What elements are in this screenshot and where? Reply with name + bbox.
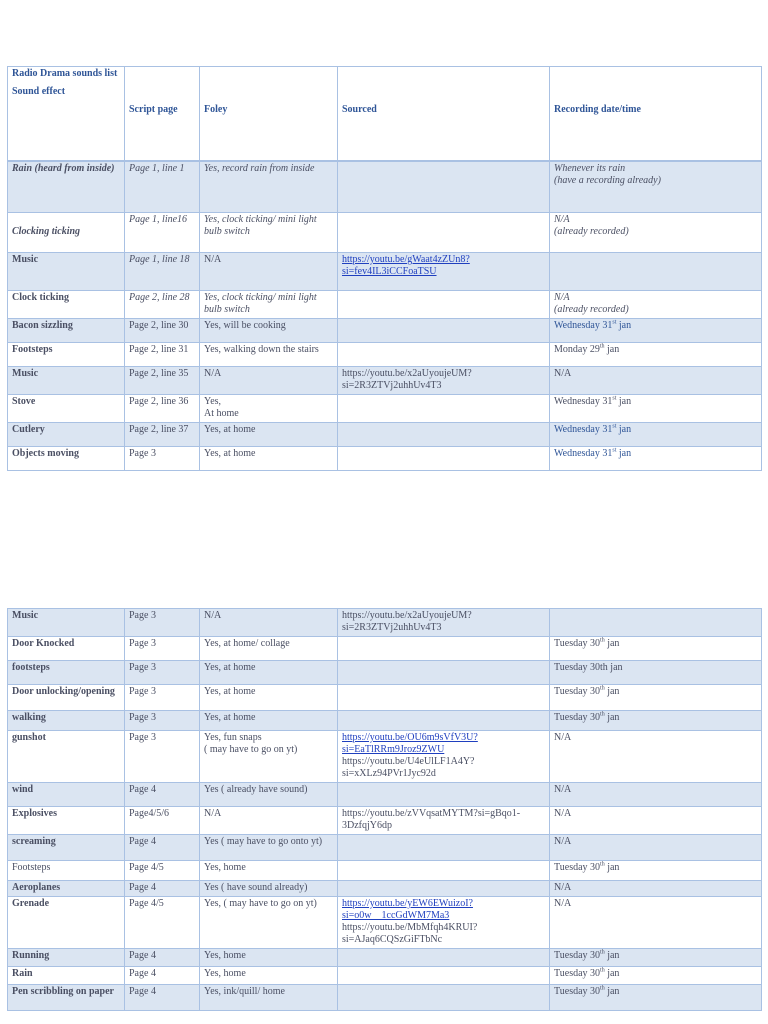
recording-cell: N/A [550, 783, 762, 807]
recording-cell [550, 447, 762, 471]
foley-cell [200, 395, 338, 423]
sound-effect-cell: Door Knocked [8, 637, 125, 661]
sound-list-table-1 [7, 66, 762, 471]
sourced-link-2[interactable]: https://youtu.be/MbMfqh4KRUI?si=AJaq6CQSzGiFTbNc [342, 922, 478, 945]
sound-effect-cell: Running [8, 949, 125, 967]
table-row [8, 319, 762, 343]
sourced-cell [338, 685, 550, 711]
sourced-cell [338, 253, 550, 291]
recording-date: Tuesday 30 [554, 950, 601, 961]
table-row [8, 213, 762, 253]
recording-cell [550, 395, 762, 423]
recording-cell [550, 253, 762, 291]
column-header-foley: Foley [204, 104, 228, 115]
sound-effect-cell: Rain (heard from inside) [8, 161, 125, 213]
foley-cell: Yes, at home/ collage [200, 637, 338, 661]
sourced-cell [338, 731, 550, 783]
recording-cell [550, 291, 762, 319]
foley-cell: Yes, clock ticking/ mini light bulb switch [200, 291, 338, 319]
recording-date: Tuesday 30 [554, 638, 601, 649]
foley-cell: Yes, home [200, 967, 338, 985]
foley-cell: Yes ( have sound already) [200, 881, 338, 897]
table-row [8, 897, 762, 949]
script-page-cell: Page 2, line 28 [125, 291, 200, 319]
script-page-cell: Page 3 [125, 711, 200, 731]
table-row [8, 423, 762, 447]
recording-cell: N/A [550, 897, 762, 949]
table-row [8, 949, 762, 967]
table-row [8, 711, 762, 731]
sound-effect-cell: Footsteps [8, 861, 125, 881]
foley-cell: Yes, will be cooking [200, 319, 338, 343]
recording-cell [550, 423, 762, 447]
script-page-cell: Page 3 [125, 447, 200, 471]
recording-month: jan [616, 424, 632, 435]
sourced-link[interactable]: https://youtu.be/gWaat4zZUn8?si=fev4IL3iCCFoaTSU [342, 254, 470, 277]
foley-cell: Yes, at home [200, 447, 338, 471]
recording-cell [550, 343, 762, 367]
table-row [8, 685, 762, 711]
sourced-cell [338, 661, 550, 685]
recording-date: Wednesday 31 [554, 448, 613, 459]
recording-cell: Tuesday 30th jan [550, 661, 762, 685]
sound-effect-cell: Clocking ticking [8, 213, 125, 253]
sound-effect-cell: Clock ticking [8, 291, 125, 319]
foley-text: Yes, [204, 396, 222, 407]
script-page-cell: Page 3 [125, 685, 200, 711]
recording-month: jan [604, 638, 620, 649]
table-row [8, 835, 762, 861]
foley-note: ( may have to go on yt) [204, 744, 298, 755]
sound-effect-cell: walking [8, 711, 125, 731]
table-row [8, 985, 762, 1011]
script-page-cell: Page 3 [125, 637, 200, 661]
recording-month: jan [616, 448, 632, 459]
foley-cell: N/A [200, 367, 338, 395]
script-page-cell: Page 4 [125, 967, 200, 985]
foley-cell: N/A [200, 609, 338, 637]
sourced-cell [338, 985, 550, 1011]
recording-cell: N/A [550, 807, 762, 835]
date-suffix: th [600, 637, 605, 644]
script-page-cell: Page 4 [125, 881, 200, 897]
date-suffix: th [600, 949, 605, 956]
sourced-cell: https://youtu.be/x2aUyoujeUM?si=2R3ZTVj2uhhUv4T3 [338, 367, 550, 395]
sound-effect-cell: Door unlocking/opening [8, 685, 125, 711]
table-row [8, 343, 762, 367]
sourced-cell [338, 861, 550, 881]
sound-effect-cell: Cutlery [8, 423, 125, 447]
recording-month: jan [604, 986, 620, 997]
sourced-cell [338, 319, 550, 343]
header-cell-sound-effect [8, 67, 125, 161]
recording-month: jan [604, 344, 620, 355]
sourced-cell [338, 395, 550, 423]
script-page-cell: Page 2, line 37 [125, 423, 200, 447]
recording-cell [550, 213, 762, 253]
recording-cell [550, 319, 762, 343]
recording-cell: N/A [550, 881, 762, 897]
sourced-cell [338, 881, 550, 897]
date-suffix: th [599, 343, 605, 350]
script-page-cell: Page 2, line 31 [125, 343, 200, 367]
sourced-link[interactable]: https://youtu.be/OU6m9sVfV3U?si=EaTlRRm9Jroz9ZWU [342, 732, 478, 755]
sound-effect-cell: Stove [8, 395, 125, 423]
date-suffix: th [600, 685, 605, 692]
recording-date: Tuesday 30 [554, 986, 601, 997]
foley-cell: Yes, at home [200, 423, 338, 447]
foley-note: At home [204, 408, 239, 419]
recording-date: Wednesday 31 [554, 396, 613, 407]
table-row [8, 161, 762, 213]
foley-cell: Yes, home [200, 861, 338, 881]
sound-effect-cell: Footsteps [8, 343, 125, 367]
date-suffix: th [600, 711, 605, 718]
date-suffix: th [600, 967, 605, 974]
recording-cell [550, 637, 762, 661]
sourced-cell [338, 711, 550, 731]
sourced-cell [338, 423, 550, 447]
foley-cell: Yes, at home [200, 685, 338, 711]
script-page-cell: Page 3 [125, 661, 200, 685]
script-page-cell: Page 1, line 1 [125, 161, 200, 213]
table-header-row [8, 67, 762, 161]
foley-cell: N/A [200, 253, 338, 291]
foley-cell: Yes, record rain from inside [200, 161, 338, 213]
script-page-cell: Page 4 [125, 783, 200, 807]
header-cell-foley [200, 67, 338, 161]
sourced-cell: https://youtu.be/zVVqsatMYTM?si=gBqo1-3DzfqjY6dp [338, 807, 550, 835]
foley-cell: N/A [200, 807, 338, 835]
table-row [8, 661, 762, 685]
sourced-cell: https://youtu.be/x2aUyoujeUM?si=2R3ZTVj2uhhUv4T3 [338, 609, 550, 637]
sound-effect-cell: footsteps [8, 661, 125, 685]
table-row [8, 253, 762, 291]
sound-list-table-2 [7, 608, 762, 1011]
foley-cell: Yes, home [200, 949, 338, 967]
table-row [8, 807, 762, 835]
sound-effect-cell: Explosives [8, 807, 125, 835]
date-suffix: st [612, 447, 617, 454]
sourced-cell [338, 161, 550, 213]
script-page-cell: Page 4 [125, 949, 200, 967]
recording-cell [550, 861, 762, 881]
recording-month: jan [616, 320, 632, 331]
recording-date: Wednesday 31 [554, 424, 613, 435]
foley-cell: Yes ( may have to go onto yt) [200, 835, 338, 861]
foley-cell: Yes ( already have sound) [200, 783, 338, 807]
recording-note: (already recorded) [554, 226, 629, 237]
script-page-cell: Page 3 [125, 731, 200, 783]
sourced-link[interactable]: https://youtu.be/yEW6EWuizoI?si=o0w__1ccGdWM7Ma3 [342, 898, 473, 921]
table-row [8, 609, 762, 637]
table-row [8, 367, 762, 395]
sourced-cell [338, 291, 550, 319]
recording-cell [550, 685, 762, 711]
recording-cell [550, 967, 762, 985]
header-cell-recording [550, 67, 762, 161]
foley-cell [200, 731, 338, 783]
table-row [8, 447, 762, 471]
recording-date: Tuesday 30 [554, 862, 601, 873]
sound-effect-cell: Music [8, 367, 125, 395]
sound-effect-cell: Aeroplanes [8, 881, 125, 897]
recording-month: jan [604, 950, 620, 961]
foley-cell: Yes, at home [200, 711, 338, 731]
recording-text: N/A [554, 214, 570, 225]
recording-date: Tuesday 30 [554, 712, 601, 723]
recording-month: jan [604, 712, 620, 723]
recording-date: Tuesday 30 [554, 968, 601, 979]
sourced-cell [338, 897, 550, 949]
sound-effect-cell: Rain [8, 967, 125, 985]
sound-effect-cell: Objects moving [8, 447, 125, 471]
script-page-cell: Page 1, line16 [125, 213, 200, 253]
sound-effect-cell: gunshot [8, 731, 125, 783]
table-row [8, 861, 762, 881]
sound-effect-cell: Bacon sizzling [8, 319, 125, 343]
date-suffix: st [612, 423, 617, 430]
sourced-cell [338, 213, 550, 253]
foley-cell: Yes, walking down the stairs [200, 343, 338, 367]
script-page-cell: Page 4/5 [125, 897, 200, 949]
column-header-recording: Recording date/time [554, 104, 641, 115]
script-page-cell: Page 2, line 30 [125, 319, 200, 343]
script-page-cell: Page 2, line 35 [125, 367, 200, 395]
recording-cell [550, 985, 762, 1011]
sourced-cell [338, 783, 550, 807]
foley-text: Yes, fun snaps [204, 732, 262, 743]
foley-cell: Yes, at home [200, 661, 338, 685]
date-suffix: th [600, 985, 605, 992]
header-cell-sourced [338, 67, 550, 161]
foley-cell: Yes, clock ticking/ mini light bulb switch [200, 213, 338, 253]
table-row [8, 967, 762, 985]
recording-date: Monday 29 [554, 344, 600, 355]
table-row [8, 637, 762, 661]
recording-month: jan [604, 686, 620, 697]
sound-effect-cell: screaming [8, 835, 125, 861]
date-suffix: th [600, 861, 605, 868]
script-page-cell: Page 1, line 18 [125, 253, 200, 291]
table-row [8, 291, 762, 319]
sound-effect-cell: Pen scribbling on paper [8, 985, 125, 1011]
sourced-cell [338, 949, 550, 967]
table-row [8, 881, 762, 897]
sourced-cell [338, 447, 550, 471]
column-header-sound-effect: Sound effect [12, 86, 66, 97]
recording-month: jan [604, 968, 620, 979]
foley-cell: Yes, ( may have to go on yt) [200, 897, 338, 949]
script-page-cell: Page 3 [125, 609, 200, 637]
table-row [8, 395, 762, 423]
recording-text: Whenever its rain [554, 162, 626, 174]
recording-cell: N/A [550, 367, 762, 395]
sourced-link-2[interactable]: https://youtu.be/U4eUlLF1A4Y?si=xXLz94PVr1Jyc92d [342, 756, 475, 779]
script-page-cell: Page 4 [125, 835, 200, 861]
recording-month: jan [604, 862, 620, 873]
sound-effect-cell: Music [8, 253, 125, 291]
table-row [8, 783, 762, 807]
recording-date: Wednesday 31 [554, 320, 613, 331]
table-title: Radio Drama sounds list [12, 68, 118, 79]
recording-cell [550, 609, 762, 637]
script-page-cell: Page 4/5 [125, 861, 200, 881]
sourced-cell [338, 967, 550, 985]
column-header-script-page: Script page [129, 104, 178, 115]
recording-note: (have a recording already) [554, 174, 661, 186]
script-page-cell: Page 2, line 36 [125, 395, 200, 423]
recording-cell: N/A [550, 835, 762, 861]
script-page-cell: Page4/5/6 [125, 807, 200, 835]
recording-cell [550, 711, 762, 731]
sound-effect-cell: wind [8, 783, 125, 807]
recording-cell [550, 949, 762, 967]
date-suffix: st [612, 395, 617, 402]
script-page-cell: Page 4 [125, 985, 200, 1011]
recording-text: N/A [554, 292, 570, 303]
recording-cell [550, 161, 762, 213]
column-header-sourced: Sourced [342, 104, 377, 115]
sourced-cell [338, 835, 550, 861]
recording-note: (already recorded) [554, 304, 629, 315]
recording-cell: N/A [550, 731, 762, 783]
sound-effect-cell: Grenade [8, 897, 125, 949]
table-row [8, 731, 762, 783]
sourced-cell [338, 343, 550, 367]
foley-cell: Yes, ink/quill/ home [200, 985, 338, 1011]
recording-date: Tuesday 30 [554, 686, 601, 697]
sound-effect-cell: Music [8, 609, 125, 637]
header-cell-script-page [125, 67, 200, 161]
date-suffix: st [612, 319, 617, 326]
recording-month: jan [616, 396, 632, 407]
sourced-cell [338, 637, 550, 661]
